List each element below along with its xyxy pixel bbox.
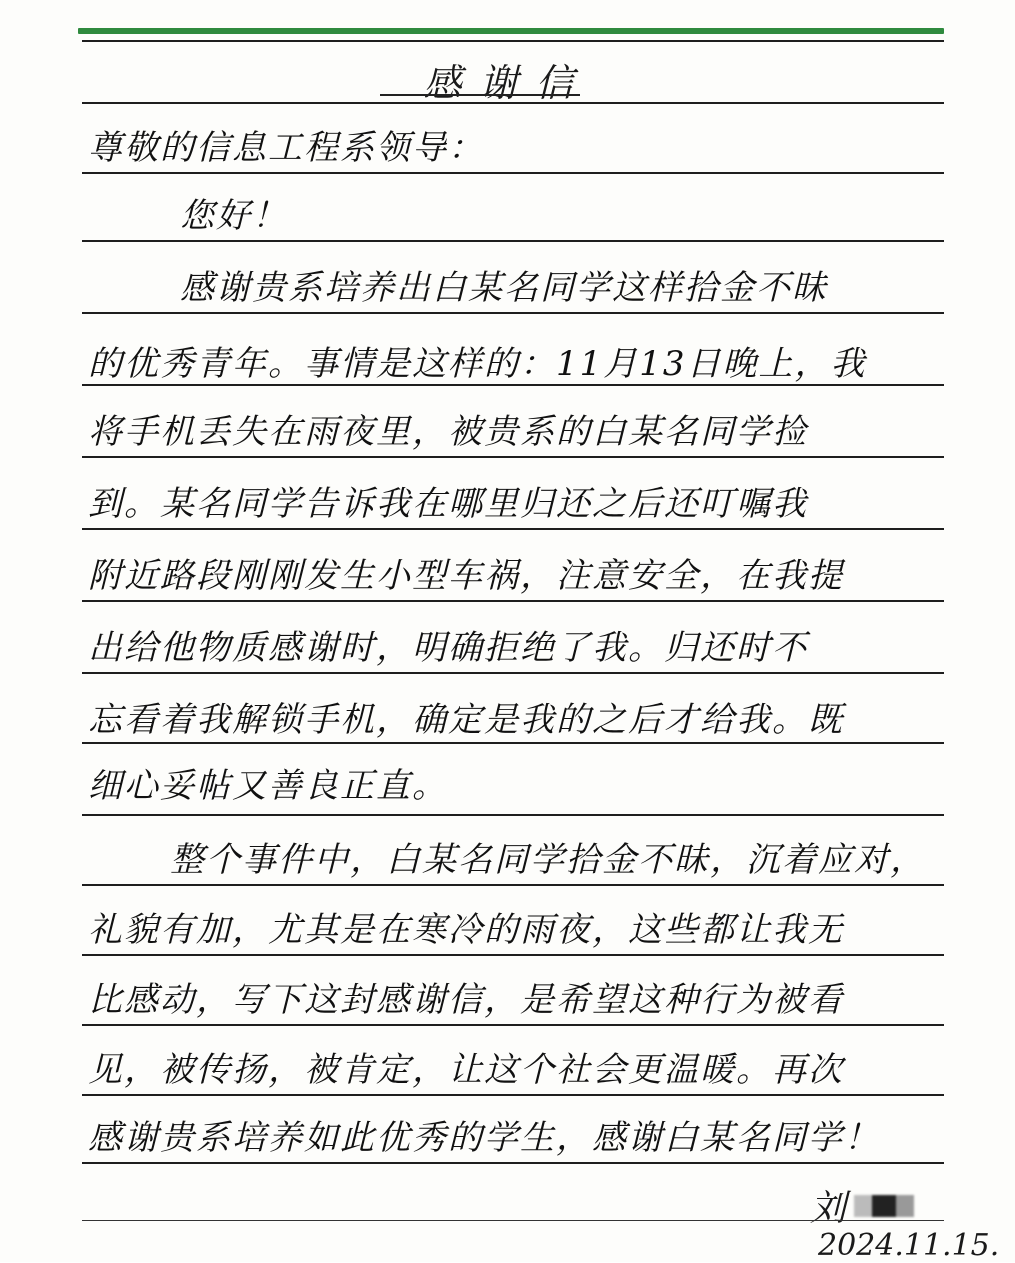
body-line: 礼貌有加，尤其是在寒冷的雨夜，这些都让我无 — [88, 910, 844, 950]
body-line: 到。某名同学告诉我在哪里归还之后还叮嘱我 — [88, 484, 808, 524]
salutation: 尊敬的信息工程系领导： — [88, 128, 484, 168]
ruled-line — [82, 742, 944, 744]
ruled-line — [82, 672, 944, 674]
body-line: 出给他物质感谢时，明确拒绝了我。归还时不 — [88, 628, 808, 668]
ruled-line — [82, 600, 944, 602]
redacted-name-block — [854, 1195, 914, 1217]
body-line: 见，被传扬，被肯定，让这个社会更温暖。再次 — [88, 1050, 844, 1090]
greeting: 您好！ — [180, 196, 288, 236]
ruled-line — [82, 102, 944, 104]
ruled-line — [82, 40, 944, 42]
body-line: 的优秀青年。事情是这样的：11月13日晚上，我 — [88, 344, 867, 384]
title-underline — [380, 94, 580, 96]
ruled-line — [82, 384, 944, 386]
body-line: 附近路段刚刚发生小型车祸，注意安全，在我提 — [88, 556, 844, 596]
ruled-line — [82, 1162, 944, 1164]
signature-block — [810, 1180, 914, 1231]
ruled-line — [82, 814, 944, 816]
body-line: 忘看着我解锁手机，确定是我的之后才给我。既 — [88, 700, 844, 740]
ruled-line — [82, 1094, 944, 1096]
letter-date: 2024.11.15. — [818, 1228, 1000, 1263]
ruled-line — [82, 1220, 944, 1221]
ruled-line — [82, 312, 944, 314]
ruled-line — [82, 528, 944, 530]
body-line: 比感动，写下这封感谢信，是希望这种行为被看 — [88, 980, 844, 1020]
ruled-line — [82, 172, 944, 174]
body-line: 整个事件中，白某名同学拾金不昧，沉着应对， — [170, 840, 926, 880]
signature: 刘 — [810, 1188, 847, 1229]
body-line: 细心妥帖又善良正直。 — [88, 766, 448, 806]
body-line: 感谢贵系培养出白某名同学这样拾金不昧 — [180, 268, 828, 308]
body-line: 将手机丢失在雨夜里，被贵系的白某名同学捡 — [88, 412, 808, 452]
ruled-line — [82, 954, 944, 956]
top-green-band — [78, 28, 944, 34]
letter-title: 感谢信 — [423, 61, 592, 105]
body-line: 感谢贵系培养如此优秀的学生，感谢白某名同学！ — [88, 1118, 880, 1158]
ruled-line — [82, 1024, 944, 1026]
ruled-line — [82, 884, 944, 886]
ruled-line — [82, 240, 944, 242]
ruled-line — [82, 456, 944, 458]
